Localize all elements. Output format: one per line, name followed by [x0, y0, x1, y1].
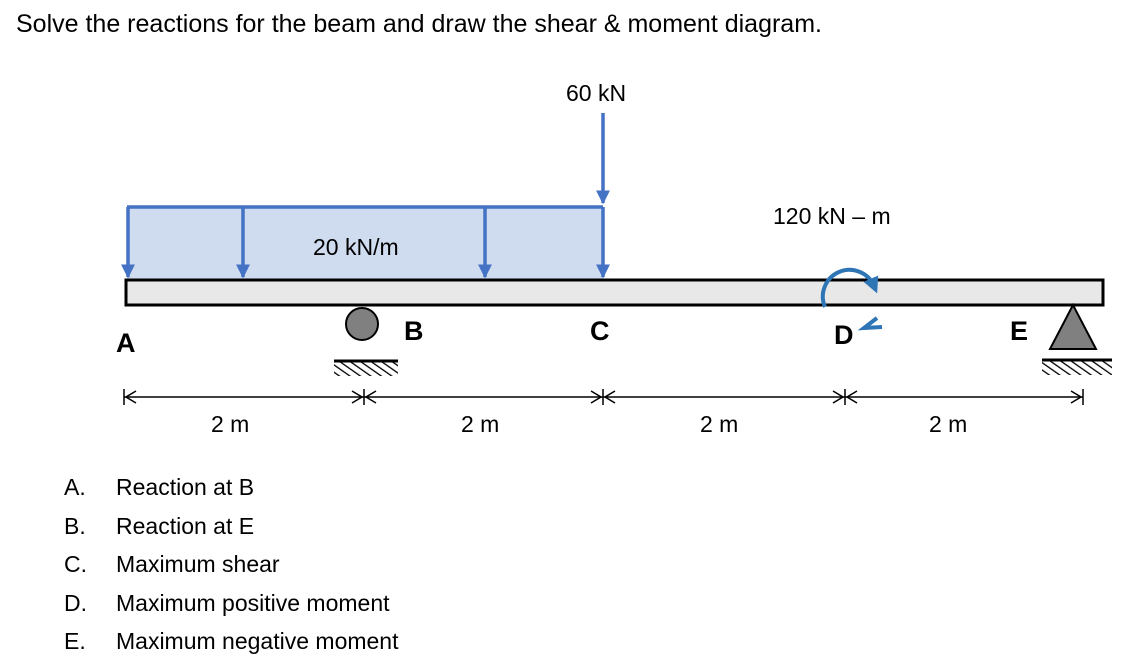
roller-support-b: [334, 308, 398, 376]
task-letter: A.: [64, 474, 86, 500]
point-label-b: B: [404, 316, 424, 346]
point-label-c: C: [590, 316, 610, 346]
distributed-load-label: 20 kN/m: [313, 234, 399, 260]
beam: [126, 280, 1103, 305]
point-label-a: A: [116, 328, 136, 358]
dimension-label: 2 m: [929, 411, 968, 437]
task-letter: E.: [64, 628, 86, 654]
task-text: Maximum negative moment: [116, 628, 399, 654]
task-text: Maximum positive moment: [116, 589, 390, 616]
distributed-load: [127, 207, 603, 279]
task-letter: C.: [64, 551, 87, 577]
task-letter: D.: [64, 589, 87, 616]
point-load-label: 60 kN: [566, 80, 627, 106]
pin-triangle: [1050, 305, 1096, 349]
applied-moment: [773, 203, 891, 328]
task-text: Reaction at B: [116, 474, 255, 500]
dimension-label: 2 m: [461, 411, 500, 437]
pin-support-e: [1042, 305, 1112, 375]
moment-label: 120 kN – m: [773, 203, 891, 229]
task-text: Maximum shear: [116, 551, 280, 577]
task-letter: B.: [64, 512, 86, 539]
roller: [346, 308, 378, 340]
roller-ground-hatch: [334, 362, 398, 376]
pin-ground-hatch: [1042, 361, 1112, 375]
dimension-label: 2 m: [211, 411, 250, 437]
task-text: Reaction at E: [116, 512, 255, 539]
point-label-e: E: [1010, 316, 1029, 346]
point-label-d: D: [834, 320, 854, 350]
dimension-line: [124, 389, 1083, 405]
question-text: Solve the reactions for the beam and draw the shear & moment diagram.: [16, 10, 822, 38]
moment-arrow-tail: [864, 318, 882, 328]
dimension-label: 2 m: [700, 411, 739, 437]
point-load: [566, 80, 626, 203]
